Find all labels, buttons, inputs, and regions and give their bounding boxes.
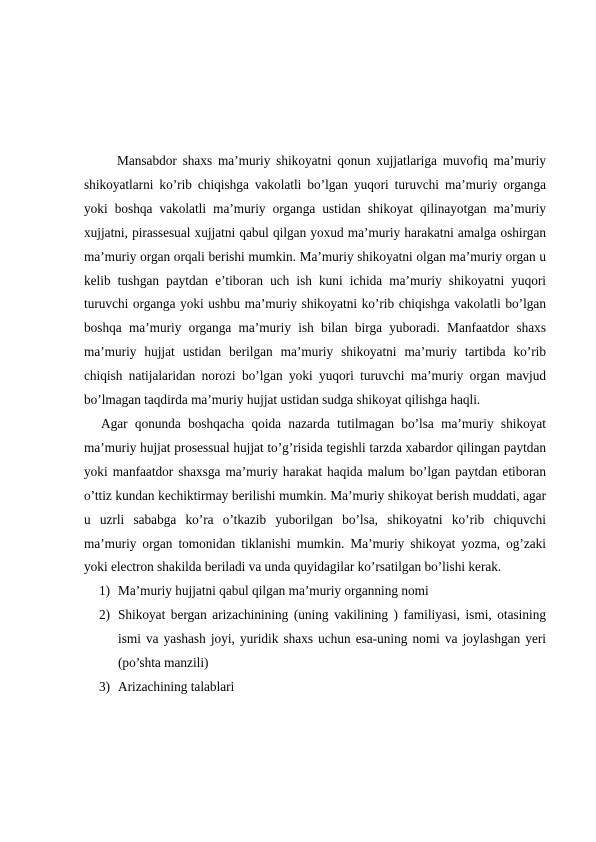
list-item-text: Arizachining talablari: [118, 678, 235, 694]
list-item-number: 3): [99, 678, 111, 694]
list-item: [84, 603, 546, 675]
complaint-requirements-list: [84, 579, 546, 699]
list-item-text: Ma’muriy hujjatni qabul qilgan ma’muriy organning nomi: [118, 583, 429, 599]
list-item: [84, 579, 546, 603]
list-item-number: 1): [99, 583, 111, 599]
list-item-text: Shikoyat bergan arizachinining (uning vakilining ) familiyasi, ismi, otasining ismi va yashash joyi, yuridik shaxs uchun esa-uning nomi va joylashgan yeri (po’shta manzili): [118, 607, 546, 671]
paragraph-complaint-deadline: Agar qonunda boshqacha qoida nazarda tutilmagan bo’lsa ma’muriy shikoyat ma’muriy hujjat prosessual hujjat to’g’risida tegishli tarzda xabardor qilingan paytdan yoki manfaatdor shaxsga ma’muriy harakat haqida malum bo’lgan paytdan etiboran o’ttiz kundan kechiktirmay berilishi mumkin. Ma’muriy shikoyat berish muddati, agar u uzrli sababga ko’ra o’tkazib yuborilgan bo’lsa, shikoyatni ko’rib chiquvchi ma’muriy organ tomonidan tiklanishi mumkin. Ma’muriy shikoyat yozma, og’zaki yoki electron shakilda beriladi va unda quyidagilar ko’rsatilgan bo’lishi kerak.: [84, 415, 546, 575]
list-item-number: 2): [99, 607, 111, 623]
paragraph-complaint-submission: Mansabdor shaxs ma’muriy shikoyatni qonun xujjatlariga muvofiq ma’muriy shikoyatlarni ko’rib chiqishga vakolatli bo’lgan yuqori turuvchi ma’muriy organga yoki boshqa vakolatli ma’muriy organga ustidan shikoyat qilinayotgan ma’muriy xujjatni, pirassesual xujjatni qabul qilgan yoxud ma’muriy harakatni amalga oshirgan ma’muriy organ orqali berishi mumkin. Ma’muriy shikoyatni olgan ma’muriy organ u kelib tushgan paytdan e’tiboran uch ish kuni ichida ma’muriy shikoyatni yuqori turuvchi organga yoki ushbu ma’muriy shikoyatni ko’rib chiqishga vakolatli bo’lgan boshqa ma’muriy organga ma’muriy ish bilan birga yuboradi. Manfaatdor shaxs ma’muriy hujjat ustidan berilgan ma’muriy shikoyatni ma’muriy tartibda ko’rib chiqish natijalaridan norozi bo’lgan yoki yuqori turuvchi ma’muriy organ mavjud bo’lmagan taqdirda ma’muriy hujjat ustidan sudga shikoyat qilishga haqli.: [84, 153, 546, 408]
list-item: [84, 675, 546, 699]
document-body: [84, 149, 546, 699]
